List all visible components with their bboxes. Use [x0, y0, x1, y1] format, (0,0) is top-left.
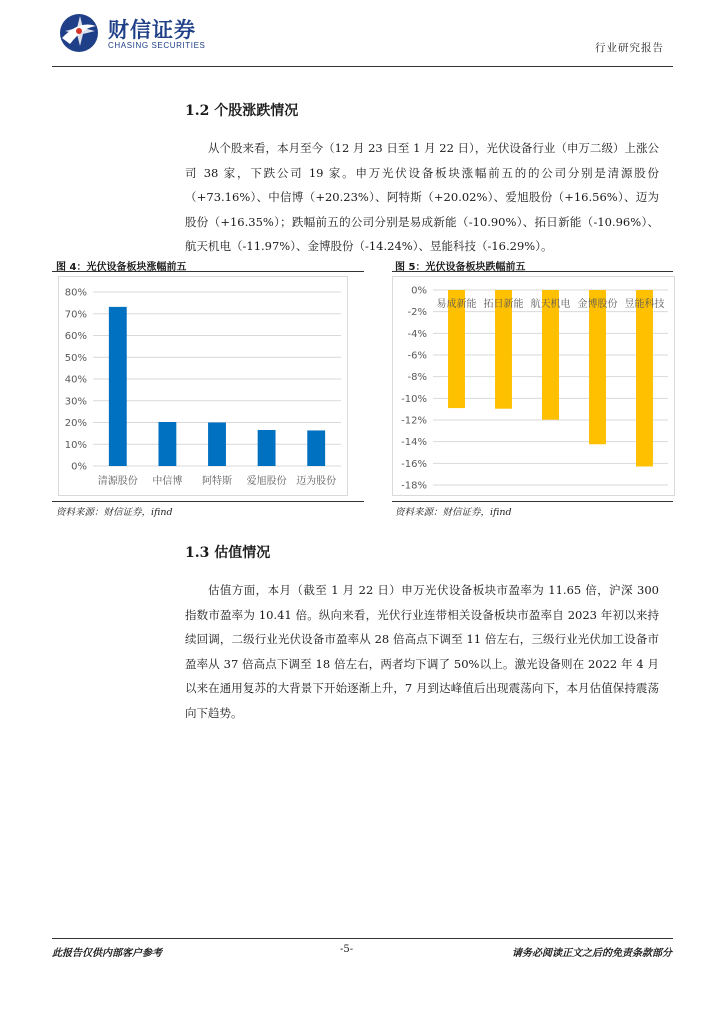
chart5-ytick-label: -6%: [407, 350, 427, 362]
section-title-valuation: 1.3 估值情况: [185, 545, 271, 561]
footer-disclaimer-terms: 请务必阅读正文之后的免责条款部分: [512, 948, 672, 959]
chart5-ytick-label: -2%: [407, 307, 427, 319]
footer-divider: [52, 938, 673, 939]
figure5-svg: [393, 277, 674, 495]
page-number: -5-: [340, 944, 354, 955]
figure4-top-rule: [52, 271, 364, 272]
chart5-bar: [636, 290, 653, 466]
chart5-ytick-label: 0%: [411, 285, 427, 297]
chart4-bar: [158, 422, 176, 466]
chart5-ytick-label: -8%: [407, 372, 427, 384]
chart4-category-label: 迈为股份: [296, 476, 337, 487]
chart4-ytick-label: 70%: [64, 309, 87, 321]
chart4-category-label: 阿特斯: [202, 476, 232, 487]
chart4-ytick-label: 30%: [64, 396, 87, 408]
chart5-bar: [589, 290, 606, 444]
figure5-bottom-rule: [392, 501, 673, 502]
figure4-bottom-rule: [52, 501, 364, 502]
section-paragraph-stock-changes: 从个股来看，本月至今（12 月 23 日至 1 月 22 日），光伏设备行业（申万二级）上涨公司 38 家，下跌公司 19 家。申万光伏设备板块涨幅前五的的公司分别是清源股份（+73.16%）、中信博（+20.23%）、阿特斯（+20.02%）、爱旭股份（+16.56%）、迈为股份（+16.35%）；跌幅前五的公司分别是易成新能（-10.90%）、拓日新能（-10.96%）、航天机电（-11.97%）、金博股份（-14.24%）、昱能科技（-16.29%）。: [185, 141, 659, 253]
chart5-category-label: 拓日新能: [483, 299, 524, 310]
chart5-category-label: 金博股份: [577, 299, 618, 310]
report-type-label: 行业研究报告: [595, 42, 664, 54]
chart5-category-label: 航天机电: [530, 299, 571, 310]
chart5-ytick-label: -12%: [401, 415, 427, 427]
chart4-ytick-label: 20%: [64, 418, 87, 429]
chart4-bar: [109, 307, 127, 466]
header-divider: [52, 66, 673, 67]
company-logo-name: 财信证券: [108, 18, 196, 42]
chart4-ytick-label: 50%: [64, 352, 87, 364]
chart4-ytick-label: 40%: [64, 374, 87, 386]
figure4-svg: [59, 277, 347, 495]
figure4-chart: [58, 276, 348, 496]
figure4-source: 资料来源：财信证券，ifind: [56, 507, 173, 518]
chart5-category-label: 易成新能: [436, 299, 477, 310]
figure5-title: 图 5：光伏设备板块跌幅前五: [395, 262, 526, 273]
chart5-ytick-label: -16%: [401, 458, 427, 470]
chart4-category-label: 中信博: [152, 476, 183, 487]
chart5-ytick-label: -10%: [401, 393, 427, 405]
company-logo-english: CHASING SECURITIES: [108, 41, 206, 50]
chart4-ytick-label: 10%: [64, 439, 87, 451]
chart5-category-label: 昱能科技: [624, 299, 665, 310]
chart4-category-label: 清源股份: [97, 476, 138, 487]
figure5-source: 资料来源：财信证券，ifind: [395, 507, 512, 518]
chart4-ytick-label: 60%: [64, 331, 87, 342]
chart4-bar: [258, 430, 276, 466]
chart4-ytick-label: 80%: [64, 287, 87, 299]
chart4-bar: [208, 422, 226, 466]
company-logo-icon: [58, 12, 100, 54]
section-title-stock-changes: 1.2 个股涨跌情况: [185, 103, 299, 119]
footer-disclaimer-internal: 此报告仅供内部客户参考: [52, 948, 162, 959]
chart5-ytick-label: -14%: [401, 437, 427, 449]
figure4-title: 图 4：光伏设备板块涨幅前五: [56, 262, 187, 273]
chart5-ytick-label: -18%: [401, 480, 427, 492]
section-paragraph-valuation: 估值方面，本月（截至 1 月 22 日）申万光伏设备板块市盈率为 11.65 倍，沪深 300 指数市盈率为 10.41 倍。纵向来看，光伏行业连带相关设备板块市盈率自 2023 年初以来持续回调，二级行业光伏设备市盈率从 28 倍高点下调至 11 倍左右，三级行业光伏加工设备市盈率从 37 倍高点下调至 18 倍左右，两者均下调了 50%以上。激光设备则在 2022 年 4 月以来在通用复苏的大背景下开始逐渐上升，7 月到达峰值后出现震荡向下，本月估值保持震荡向下趋势。: [185, 583, 659, 720]
chart4-ytick-label: 0%: [71, 461, 87, 473]
figure5-top-rule: [392, 271, 673, 272]
figure5-chart: [392, 276, 675, 496]
chart4-bar: [307, 430, 325, 466]
chart4-category-label: 爱旭股份: [246, 476, 287, 487]
chart5-ytick-label: -4%: [407, 328, 427, 340]
